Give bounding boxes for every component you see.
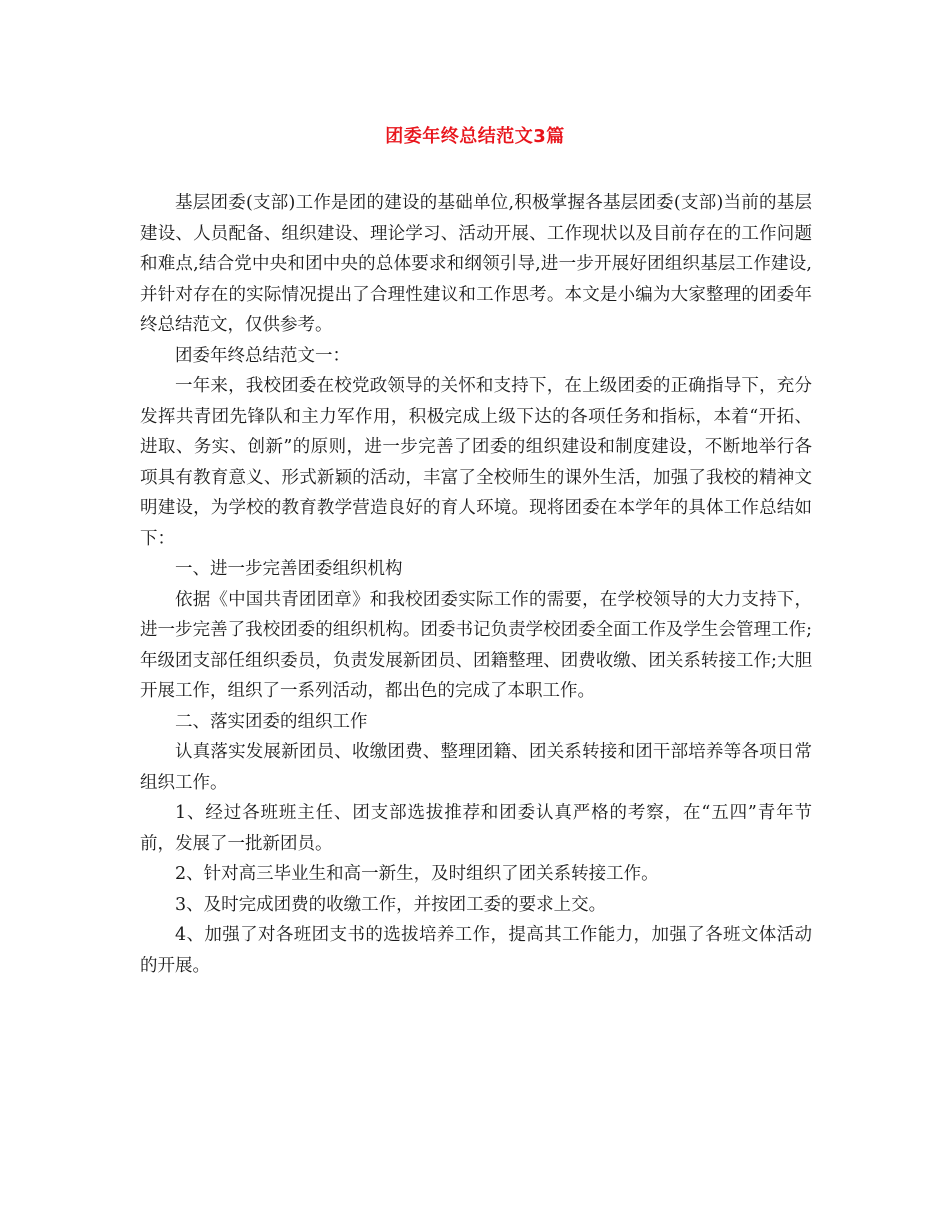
list-item-4: 4、加强了对各班团支书的选拔培养工作，提高其工作能力，加强了各班文体活动的开展。: [140, 925, 812, 976]
paragraph-intro: 基层团委(支部)工作是团的建设的基础单位,积极掌握各基层团委(支部)当前的基层建设、人员配备、组织建设、理论学习、活动开展、工作现状以及目前存在的工作问题和难点,结合党中央和团中央的总体要求和纲领引导,进一步开展好团组织基层工作建设,并针对存在的实际情况提出了合理性建议和工作思考。本文是小编为大家整理的团委年终总结范文，仅供参考。: [140, 193, 812, 335]
paragraph-section-two: 认真落实发展新团员、收缴团费、整理团籍、团关系转接和团干部培养等各项日常组织工作。: [140, 742, 812, 793]
section-heading-one: 一、进一步完善团委组织机构: [175, 559, 403, 579]
document-body: [140, 188, 812, 981]
paragraph-section-one: 依据《中国共青团团章》和我校团委实际工作的需要，在学校领导的大力支持下，进一步完善了我校团委的组织机构。团委书记负责学校团委全面工作及学生会管理工作;年级团支部任组织委员，负责发展新团员、团籍整理、团费收缴、团关系转接工作;大胆开展工作，组织了一系列活动，都出色的完成了本职工作。: [140, 589, 812, 701]
section-heading-two: 二、落实团委的组织工作: [175, 711, 368, 732]
list-item-1: 1、经过各班班主任、团支部选拔推荐和团委认真严格的考察，在“五四”青年节前，发展了一批新团员。: [140, 803, 812, 854]
list-item-3: 3、及时完成团费的收缴工作，并按团工委的要求上交。: [175, 894, 607, 915]
paragraph-heading-sample-one: 团委年终总结范文一：: [175, 345, 350, 366]
list-item-2: 2、针对高三毕业生和高一新生，及时组织了团关系转接工作。: [175, 864, 659, 884]
paragraph-summary: 一年来，我校团委在校党政领导的关怀和支持下，在上级团委的正确指导下，充分发挥共青团先锋队和主力军作用，积极完成上级下达的各项任务和指标，本着“开拓、进取、务实、创新”的原则，进一步完善了团委的组织建设和制度建设，不断地举行各项具有教育意义、形式新颖的活动，丰富了全校师生的课外生活，加强了我校的精神文明建设，为学校的教育教学营造良好的育人环境。现将团委在本学年的具体工作总结如下：: [140, 376, 812, 549]
document-title: 团委年终总结范文3篇: [385, 126, 565, 147]
